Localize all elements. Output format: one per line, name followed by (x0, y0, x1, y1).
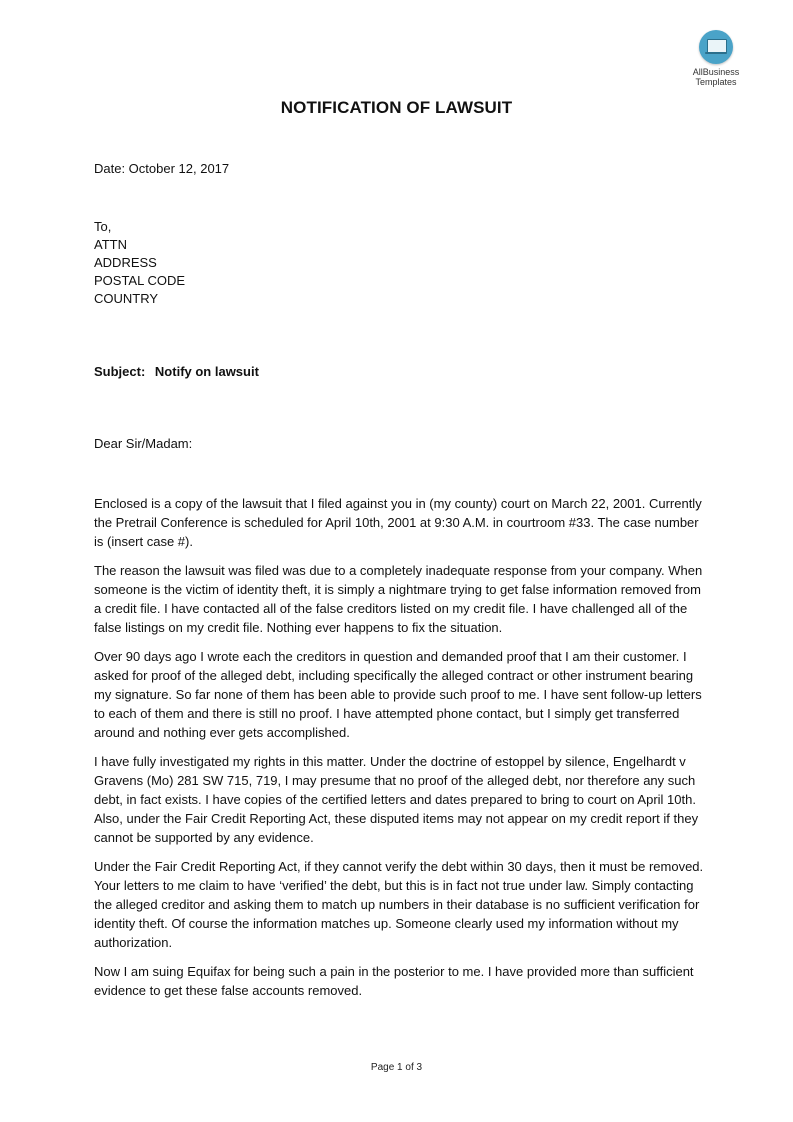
company-logo (676, 30, 756, 87)
document-title: NOTIFICATION OF LAWSUIT (280, 98, 513, 117)
recipient-block (94, 218, 710, 308)
letter-date: Date: October 12, 2017 (94, 161, 230, 176)
page-number: Page 1 of 3 (370, 1062, 423, 1073)
body-paragraph: Enclosed is a copy of the lawsuit that I filed against you in (my county) court on March 22, 2001. Currently the Pretrail Conference is scheduled for April 10th, 2001 at 9:30 A.M. in courtroom #33. The case number is (insert case #). (94, 496, 702, 549)
body-paragraph: The reason the lawsuit was filed was due to a completely inadequate response from your company. When someone is the victim of identity theft, it is simply a nightmare trying to get false information removed from a credit file. I have contacted all of the false creditors listed on my credit file. I have challenged all of the false listings on my credit file. Nothing ever happens to fix the situation. (94, 563, 703, 635)
recipient-line: To, (94, 219, 112, 234)
letter-body (94, 494, 710, 1010)
recipient-line: COUNTRY (94, 291, 159, 306)
recipient-line: POSTAL CODE (94, 273, 186, 288)
body-paragraph: Over 90 days ago I wrote each the creditors in question and demanded proof that I am their customer. I asked for proof of the alleged debt, including specifically the alleged contract or other instrument bearing my signature. So far none of them has been able to provide such proof to me. I have sent follow-up letters to each of them and there is still no proof. I have attempted phone contact, but I simply get transferred around and nothing ever gets accomplished. (94, 649, 702, 740)
greeting: Dear Sir/Madam: (94, 436, 193, 451)
logo-text (666, 67, 766, 87)
logo-line-2: Templates (695, 77, 737, 87)
subject-line (94, 362, 710, 381)
body-paragraph: Now I am suing Equifax for being such a pain in the posterior to me. I have provided more than sufficient evidence to get these false accounts removed. (94, 964, 694, 998)
body-paragraph: Under the Fair Credit Reporting Act, if they cannot verify the debt within 30 days, then it must be removed. Your letters to me claim to have ‘verified’ the debt, but this is in fact not true under law. Simply contacting the alleged creditor and asking them to match up numbers in their database is no sufficient verification for identity theft. Of course the information matches up. Someone clearly used my information without my authorization. (94, 859, 704, 950)
subject-text: Notify on lawsuit (154, 364, 259, 379)
body-paragraph: I have fully investigated my rights in this matter. Under the doctrine of estoppel by silence, Engelhardt v Gravens (Mo) 281 SW 715, 719, I may presume that no proof of the alleged debt, nor therefore any such debt, in fact exists. I have copies of the certified letters and dates prepared to bring to court on April 10th. Also, under the Fair Credit Reporting Act, these disputed items may not appear on my credit report if they cannot be supported by any evidence. (94, 754, 699, 845)
logo-line-1: AllBusiness (692, 67, 740, 77)
monitor-icon (699, 30, 733, 64)
recipient-line: ADDRESS (94, 255, 157, 270)
subject-label: Subject: (94, 364, 146, 379)
recipient-line: ATTN (94, 237, 127, 252)
